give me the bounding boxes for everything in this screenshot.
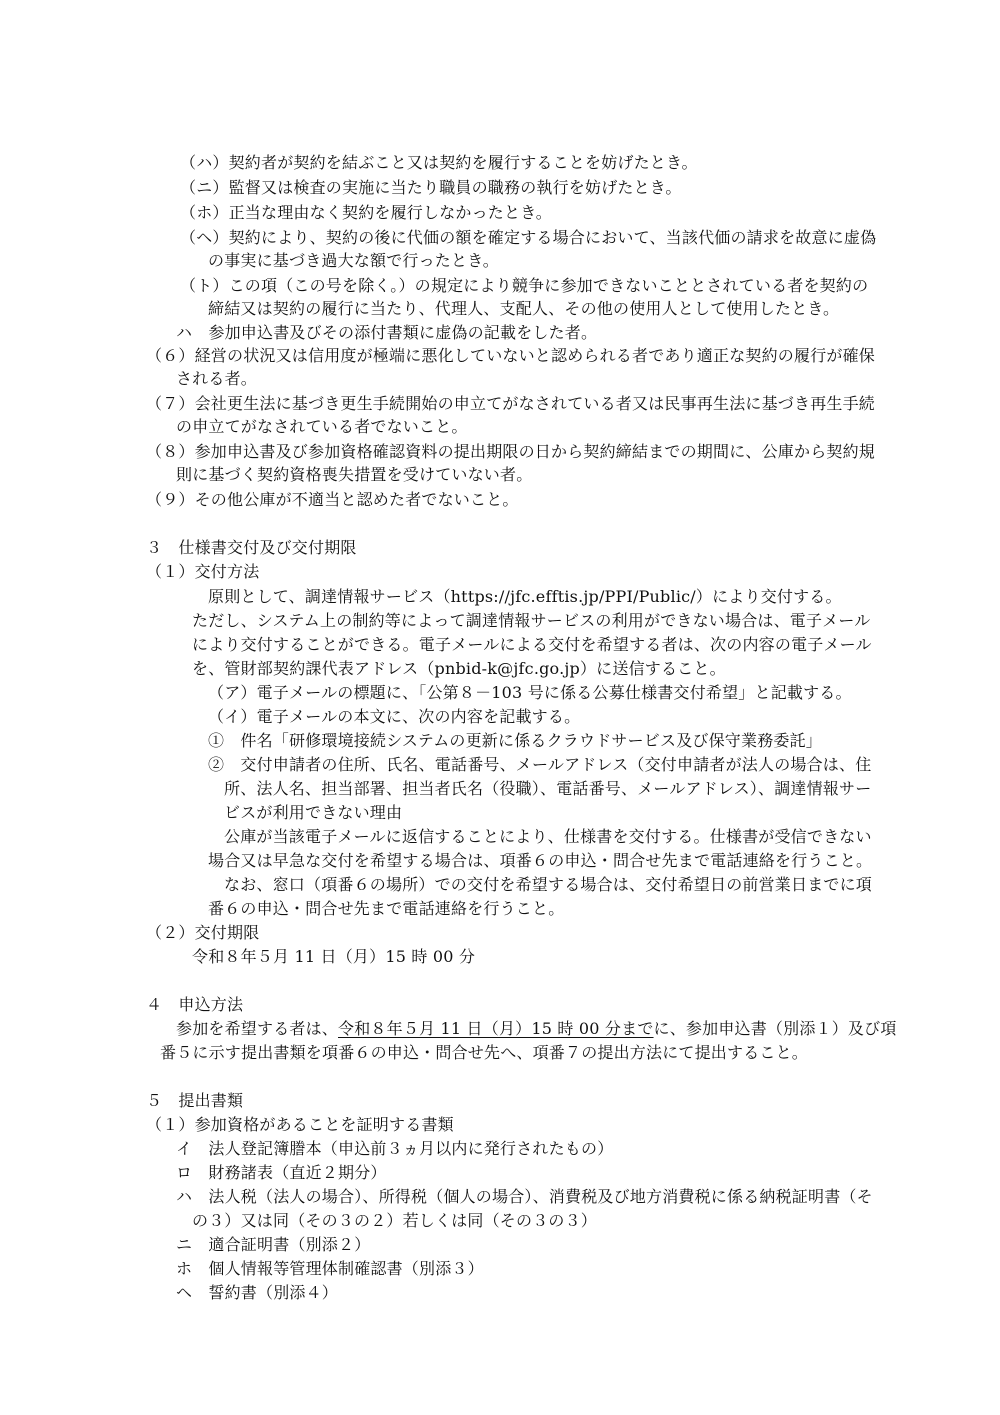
disq-item-ha: （ハ）契約者が契約を結ぶこと又は契約を履行することを妨げたとき。 — [180, 153, 698, 172]
delivery-method-heading: （１）交付方法 — [146, 562, 260, 581]
section-4-title: ４ 申込方法 — [146, 995, 244, 1014]
email-subject-item: （ア）電子メールの標題に、「公第８－103 号に係る公募仕様書交付希望」と記載する。 — [208, 683, 852, 702]
delivery-body-1: 原則として、調達情報サービス（https://jfc.efftis.jp/PPI/Public/）により交付する。 — [208, 587, 842, 606]
qual-item-8: （８）参加申込書及び参加資格確認資料の提出期限の日から契約締結までの期間に、公庫から契約規 — [146, 442, 876, 461]
content-item-2-cont-2: ビスが利用できない理由 — [224, 803, 403, 822]
application-text-1 — [176, 1018, 897, 1040]
doc-item-he: ヘ 誓約書（別添４） — [176, 1283, 339, 1302]
disq-item-he: （ヘ）契約により、契約の後に代価の額を確定する場合において、当該代価の請求を故意に虚偽 — [180, 228, 877, 247]
qual-item-7: （７）会社更生法に基づき更生手続開始の申立てがなされている者又は民事再生法に基づき再生手続 — [146, 394, 876, 413]
application-deadline: 令和８年５月 11 日（月）15 時 00 分まで — [338, 1019, 654, 1038]
qual-item-6-cont: される者。 — [176, 369, 258, 388]
delivery-deadline: 令和８年５月 11 日（月）15 時 00 分 — [192, 947, 476, 966]
reply-text-3: なお、窓口（項番６の場所）での交付を希望する場合は、交付希望日の前営業日までに項 — [224, 875, 873, 894]
application-text-pre: 参加を希望する者は、 — [176, 1019, 339, 1038]
disq-item-ni: （ニ）監督又は検査の実施に当たり職員の職務の執行を妨げたとき。 — [180, 178, 682, 197]
section-5-title: ５ 提出書類 — [146, 1091, 244, 1110]
doc-item-ro: ロ 財務諸表（直近２期分） — [176, 1163, 387, 1182]
qual-item-9: （９）その他公庫が不適当と認めた者でないこと。 — [146, 490, 519, 509]
content-item-1: ① 件名「研修環境接続システムの更新に係るクラウドサービス及び保守業務委託」 — [208, 731, 823, 750]
doc-item-i: イ 法人登記簿謄本（申込前３ヵ月以内に発行されたもの） — [176, 1139, 614, 1158]
qual-item-6: （６）経営の状況又は信用度が極端に悪化していないと認められる者であり適正な契約の履行が確保 — [146, 346, 876, 365]
reply-text-1: 公庫が当該電子メールに返信することにより、仕様書を交付する。仕様書が受信できない — [224, 827, 872, 846]
delivery-body-3: により交付することができる。電子メールによる交付を希望する者は、次の内容の電子メール — [192, 635, 872, 654]
doc-item-ni: ニ 適合証明書（別添２） — [176, 1235, 371, 1254]
reply-text-2: 場合又は早急な交付を希望する場合は、項番６の申込・問合せ先まで電話連絡を行うこと。 — [208, 851, 873, 870]
doc-item-ha-cont: の３）又は同（その３の２）若しくは同（その３の３） — [192, 1211, 598, 1230]
application-text-post: に、参加申込書（別添１）及び項 — [653, 1019, 897, 1038]
delivery-body-4: を、管財部契約課代表アドレス（pnbid-k@jfc.go.jp）に送信すること。 — [192, 659, 726, 678]
disq-item-he-cont: の事実に基づき過大な額で行ったとき。 — [208, 251, 499, 270]
qual-item-7-cont: の申立てがなされている者でないこと。 — [176, 417, 468, 436]
reply-text-4: 番６の申込・問合せ先まで電話連絡を行うこと。 — [208, 899, 565, 918]
application-text-2: 番５に示す提出書類を項番６の申込・問合せ先へ、項番７の提出方法にて提出すること。 — [160, 1043, 809, 1062]
email-body-item: （イ）電子メールの本文に、次の内容を記載する。 — [208, 707, 581, 726]
disq-item-to: （ト）この項（この号を除く。）の規定により競争に参加できないこととされている者を契約の — [180, 276, 869, 295]
delivery-deadline-heading: （２）交付期限 — [146, 923, 260, 942]
disq-item-to-cont: 締結又は契約の履行に当たり、代理人、支配人、その他の使用人として使用したとき。 — [208, 299, 840, 318]
qualification-docs-heading: （１）参加資格があることを証明する書類 — [146, 1115, 454, 1134]
content-item-2-cont-1: 所、法人名、担当部署、担当者氏名（役職）、電話番号、メールアドレス）、調達情報サー — [224, 779, 872, 798]
doc-item-ha: ハ 法人税（法人の場合）、所得税（個人の場合）、消費税及び地方消費税に係る納税証明書（そ — [176, 1187, 873, 1206]
delivery-body-2: ただし、システム上の制約等によって調達情報サービスの利用ができない場合は、電子メール — [192, 611, 871, 630]
false-statement-item: ハ 参加申込書及びその添付書類に虚偽の記載をした者。 — [176, 323, 598, 342]
doc-item-ho: ホ 個人情報等管理体制確認書（別添３） — [176, 1259, 484, 1278]
section-3-title: ３ 仕様書交付及び交付期限 — [146, 538, 357, 557]
disq-item-ho: （ホ）正当な理由なく契約を履行しなかったとき。 — [180, 203, 552, 222]
content-item-2: ② 交付申請者の住所、氏名、電話番号、メールアドレス（交付申請者が法人の場合は、住 — [208, 755, 872, 774]
qual-item-8-cont: 則に基づく契約資格喪失措置を受けていない者。 — [176, 465, 533, 484]
